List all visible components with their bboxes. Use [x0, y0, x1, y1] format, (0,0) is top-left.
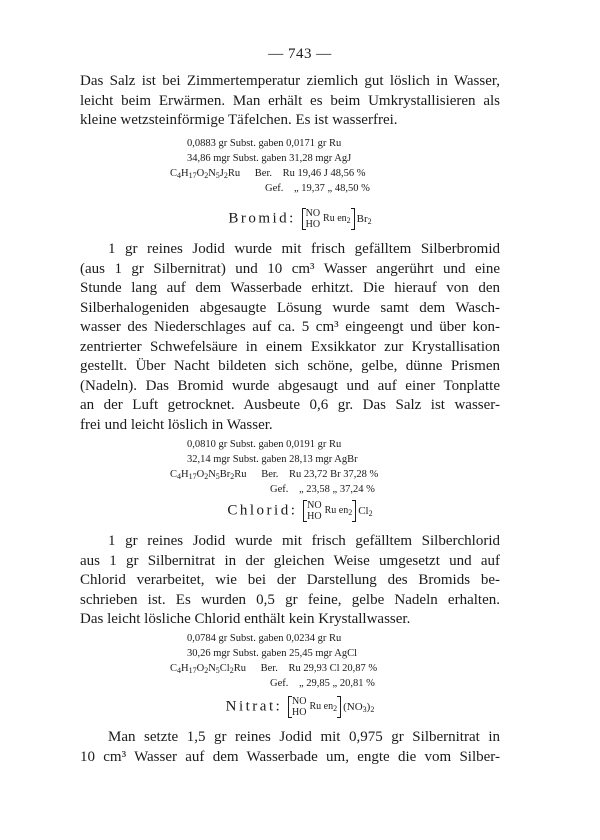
- text-line: Silberhalogeniden abgesaugte Lösung wurde samt dem Wasch-: [80, 299, 500, 316]
- analysis-line: 34,86 mgr Subst. gaben 31,28 mgr AgJ: [187, 152, 352, 164]
- text-line: 10 cm³ Wasser auf dem Wasserbade um, engte die vom Silber-: [80, 748, 500, 765]
- heading-word: Bromid:: [228, 210, 296, 227]
- complex-bracket: NO HO Ru $en_2$: [303, 500, 356, 522]
- text-line: 1 gr reines Jodid wurde mit frisch gefälltem Silberbromid: [108, 241, 500, 257]
- anion: $Cl_2$: [358, 504, 373, 518]
- analysis-block-1: [187, 137, 351, 166]
- paragraph-1: [80, 72, 500, 131]
- anion: $Br_2$: [356, 212, 372, 226]
- text-line: schrieben ist. Es wurden 0,5 gr feine, gelbe Nadeln erhalten.: [80, 591, 500, 608]
- ber-label: Ber.: [260, 663, 278, 674]
- page-number: — 743 —: [268, 46, 332, 62]
- analysis-formula-3: [170, 662, 377, 691]
- text-line: wasser des Niederschlages auf ca. 5 cm³ eingeengt und über kon-: [80, 319, 500, 335]
- text-line: Man setzte 1,5 gr reines Jodid mit 0,975 gr Silbernitrat in: [108, 729, 500, 745]
- anion: $(NO_3)_2$: [343, 700, 375, 714]
- heading-bromid: [0, 208, 600, 230]
- text-line: aus 1 gr Silbernitrat in der gleichen Weise umgesetzt und auf: [80, 552, 500, 569]
- complex-bracket: NO HO Ru $en_2$: [288, 696, 341, 718]
- ber-values: Ru 23,72 Br 37,28 %: [289, 469, 379, 480]
- ber-label: Ber.: [261, 469, 279, 480]
- heading-word: Chlorid:: [227, 502, 298, 519]
- analysis-line: 0,0810 gr Subst. gaben 0,0191 gr Ru: [187, 439, 342, 450]
- text-line: 1 gr reines Jodid wurde mit frisch gefälltem Silberchlorid: [108, 533, 500, 549]
- text-line: leicht beim Erwärmen. Man erhält es beim Umkrystallisieren als: [80, 92, 500, 109]
- heading-word: Nitrat:: [225, 698, 283, 715]
- gef-values: „ 19,37 „ 48,50 %: [294, 182, 370, 194]
- analysis-line: 0,0883 gr Subst. gaben 0,0171 gr Ru: [187, 138, 342, 149]
- paragraph-3: [80, 532, 500, 630]
- text-line: (Nadeln). Das Bromid wurde abgesaugt und auf einer Tonplatte: [80, 377, 500, 394]
- gef-label: Gef.: [270, 483, 289, 495]
- text-line: (aus 1 gr Silbernitrat) und 10 cm³ Wasser angerührt und eine: [80, 260, 500, 277]
- text-line: kleine wetzsteinförmige Täfelchen. Es ist wasserfrei.: [80, 112, 398, 128]
- paragraph-4: [80, 728, 500, 767]
- analysis-formula-2: [170, 468, 378, 497]
- analysis-line: 30,26 mgr Subst. gaben 25,45 mgr AgCl: [187, 647, 358, 659]
- text-line: frei und leicht löslich in Wasser.: [80, 416, 273, 433]
- formula: C4H17O2N5J2Ru: [170, 168, 241, 180]
- ber-label: Ber.: [254, 168, 272, 179]
- complex-bracket: NO HO Ru $en_2$: [302, 208, 355, 230]
- text-line: gestellt. Über Nacht bildeten sich schöne, gelbe, dünne Prismen: [80, 358, 500, 374]
- gef-values: „ 29,85 „ 20,81 %: [299, 677, 375, 689]
- ber-values: Ru 29,93 Cl 20,87 %: [288, 663, 378, 674]
- text-line: an der Luft getrocknet. Ausbeute 0,6 gr. Das Salz ist wasser-: [80, 397, 500, 413]
- text-line: zentrierter Schwefelsäure in einem Exsikkator zur Krystallisation: [80, 338, 500, 355]
- ber-values: Ru 19,46 J 48,56 %: [282, 168, 366, 179]
- analysis-block-2: [187, 438, 358, 467]
- analysis-line: 0,0784 gr Subst. gaben 0,0234 gr Ru: [187, 633, 342, 644]
- formula: C4H17O2N5Br2Ru: [170, 469, 247, 481]
- text-line: Das Salz ist bei Zimmertemperatur ziemlich gut löslich in Wasser,: [80, 73, 500, 89]
- heading-chlorid: [0, 500, 600, 522]
- text-line: Das leicht lösliche Chlorid enthält kein Krystallwasser.: [80, 611, 411, 627]
- gef-label: Gef.: [270, 677, 289, 689]
- text-line: Chlorid verarbeitet, wie bei der Darstellung des Bromids be-: [80, 572, 500, 588]
- gef-values: „ 23,58 „ 37,24 %: [299, 483, 375, 495]
- gef-label: Gef.: [265, 182, 284, 194]
- paragraph-2: [80, 240, 500, 435]
- analysis-block-3: [187, 632, 357, 661]
- analysis-formula-1: [170, 167, 370, 196]
- heading-nitrat: [0, 696, 600, 718]
- analysis-line: 32,14 mgr Subst. gaben 28,13 mgr AgBr: [187, 453, 358, 465]
- text-line: Stunde lang auf dem Wasserbade erhitzt. Die hierauf von den: [80, 280, 500, 296]
- formula: C4H17O2N5Cl2Ru: [170, 663, 246, 675]
